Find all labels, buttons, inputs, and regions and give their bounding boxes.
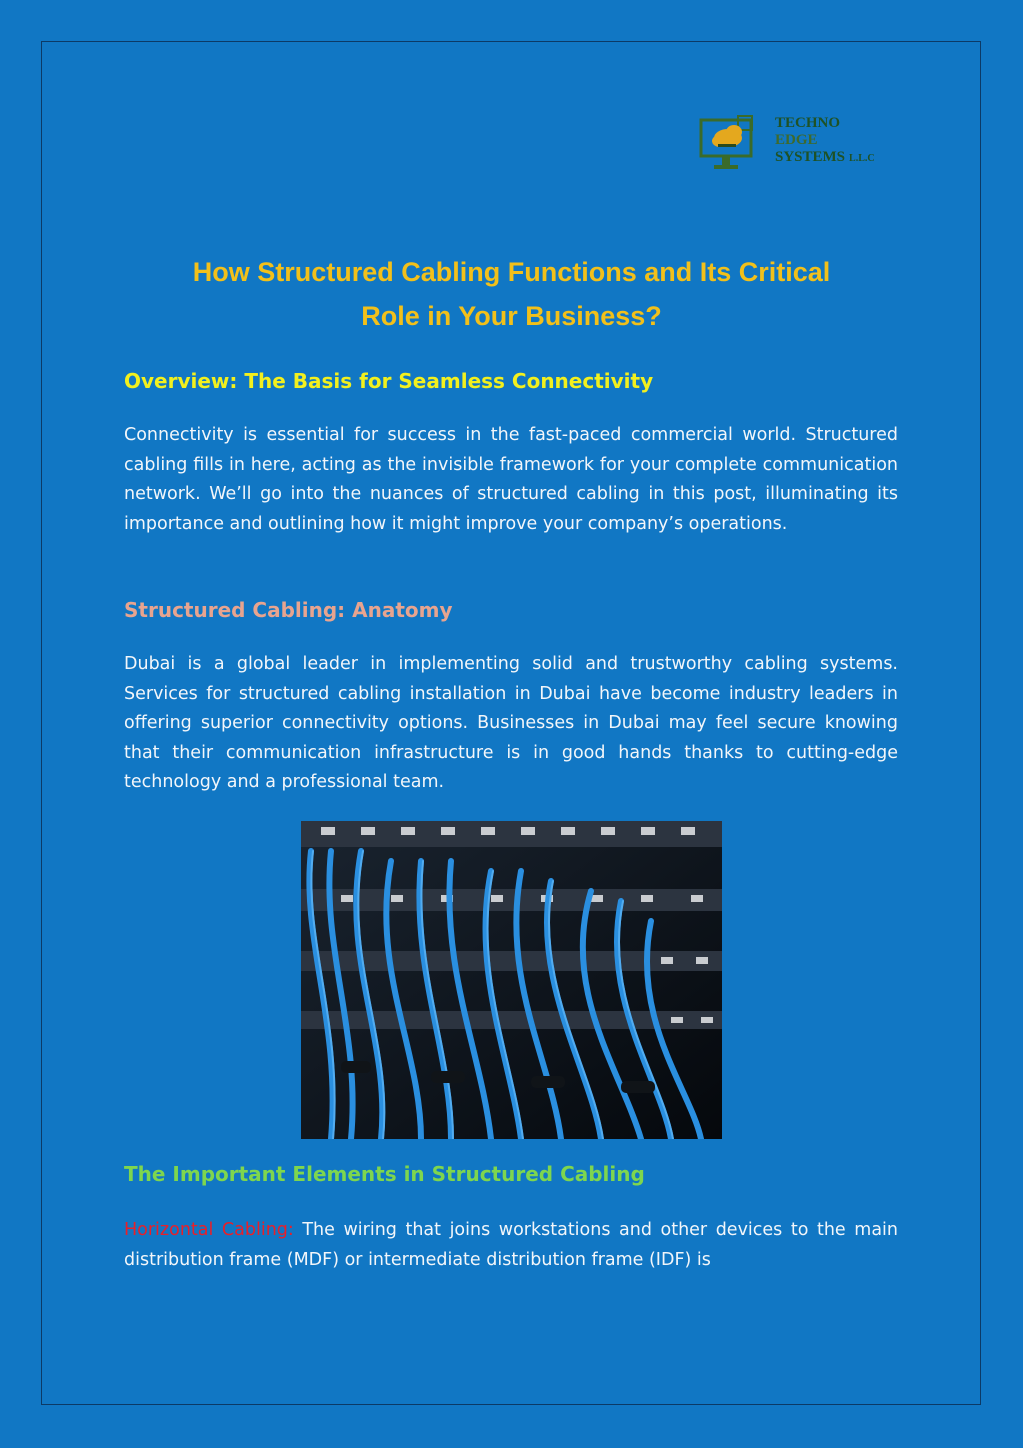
page-title	[120, 250, 903, 338]
logo-line-edge: EDGE	[775, 132, 818, 148]
title-line-1: How Structured Cabling Functions and Its Critical	[192, 257, 831, 287]
horizontal-cabling-term: Horizontal Cabling:	[124, 1220, 294, 1240]
anatomy-heading: Structured Cabling: Anatomy	[124, 598, 453, 622]
logo-line-techno: TECHNO	[775, 115, 841, 131]
anatomy-paragraph: Dubai is a global leader in implementing solid and trustworthy cabling systems. Services for structured cabling installation in Dubai have become industry leaders in offering superior connectivity options. Businesses in Dubai may feel secure knowing that their communication infrastructure is in good hands thanks to cutting-edge technology and a professional team.	[124, 654, 898, 793]
logo-llc: L.L.C	[849, 153, 875, 164]
logo-systems-word: SYSTEMS	[775, 149, 846, 165]
logo-line-systems	[775, 150, 875, 167]
company-logo	[698, 114, 903, 174]
patch-panel-cables-photo	[301, 821, 722, 1139]
monitor-cloud-icon	[698, 114, 766, 174]
horizontal-cabling-text: The wiring that joins workstations and other devices to the main distribution frame (MDF) or intermediate distribution frame (IDF) is	[124, 1220, 898, 1270]
overview-heading: Overview: The Basis for Seamless Connectivity	[124, 369, 654, 393]
horizontal-cabling-paragraph	[124, 1216, 898, 1275]
overview-paragraph: Connectivity is essential for success in the fast-paced commercial world. Structured cabling fills in here, acting as the invisible framework for your complete communication network. We’ll go into the nuances of structured cabling in this post, illuminating its importance and outlining how it might improve your company’s operations.	[124, 425, 898, 534]
elements-heading: The Important Elements in Structured Cabling	[124, 1162, 645, 1186]
title-line-2: Role in Your Business?	[361, 301, 662, 331]
